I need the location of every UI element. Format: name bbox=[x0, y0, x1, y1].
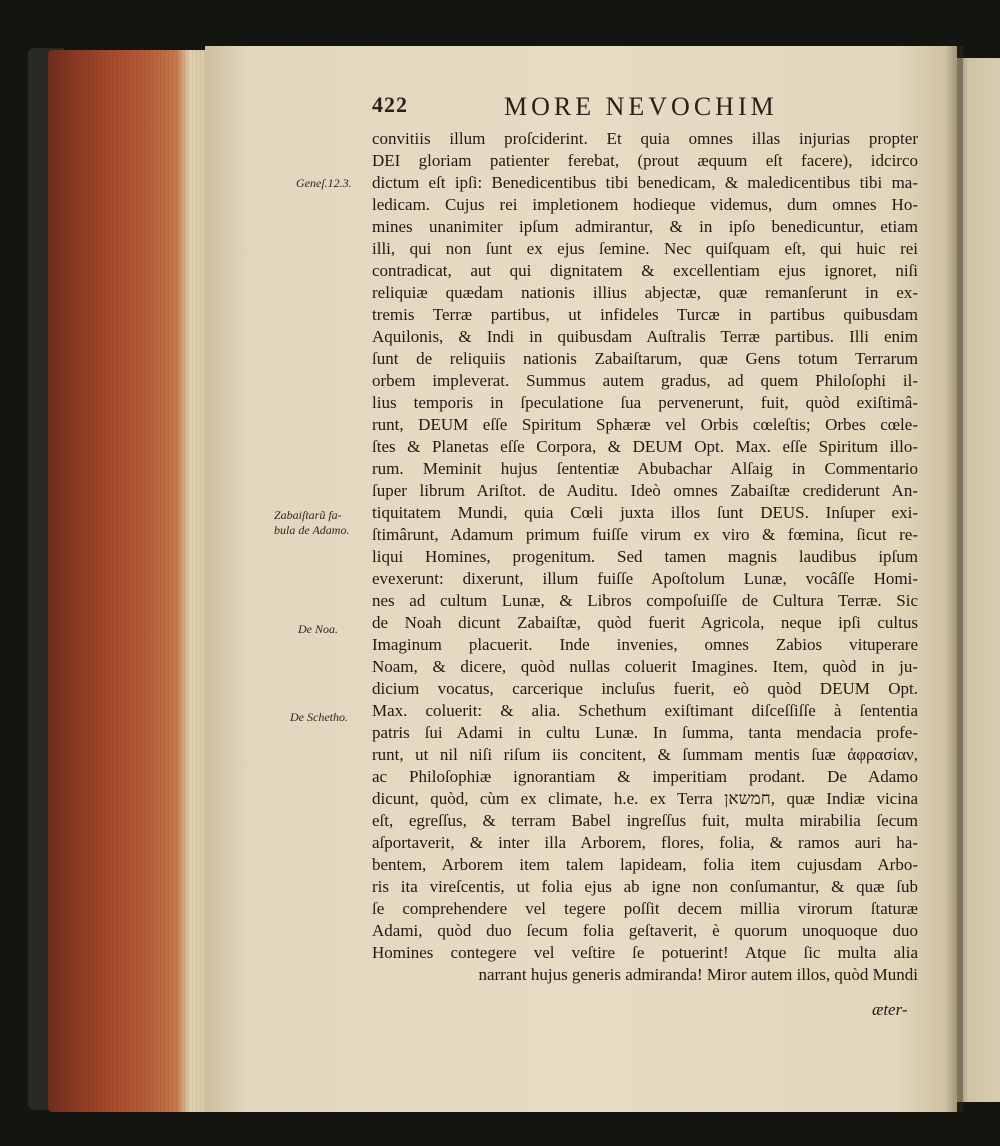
text-line: patris ſui Adami in cultu Lunæ. In ſumma, tanta mendacia profe- bbox=[372, 723, 918, 742]
text-line: illi, qui non ſunt ex ejus ſemine. Nec quiſquam eſt, qui huic rei bbox=[372, 239, 918, 258]
text-line: convitiis illum proſciderint. Et quia omnes illas injurias propter bbox=[372, 129, 918, 148]
text-line: evexerunt: dixerunt, illum fuiſſe Apoſtolum Lunæ, vocâſſe Homi- bbox=[372, 569, 918, 588]
text-line: ſuper librum Ariſtot. de Auditu. Ideò omnes Zabaiſtæ crediderunt An- bbox=[372, 481, 918, 500]
text-line: tiquitatem Mundi, quia Cœli juxta illos ſunt DEUS. Inſuper exi- bbox=[372, 503, 918, 522]
text-line: de Noah dicunt Zabaiſtæ, quòd fuerit Agricola, neque ipſi cultus bbox=[372, 613, 918, 632]
text-line: lius temporis in ſpeculatione ſua pervenerunt, fuit, quòd exiſtimâ- bbox=[372, 393, 918, 412]
text-line: ſe comprehendere vel tegere poſſit decem millia virorum ſtaturæ bbox=[372, 899, 918, 918]
text-line: tremis Terræ partibus, ut infideles Turcæ in partibus quibusdam bbox=[372, 305, 918, 324]
text-line: narrant hujus generis admiranda! Miror autem illos, quòd Mundi bbox=[478, 965, 918, 984]
text-line: ac Philoſophiæ ignorantiam & imperitiam prodant. De Adamo bbox=[372, 767, 918, 786]
page-number: 422 bbox=[372, 92, 408, 117]
catchword: æter- bbox=[872, 1000, 908, 1019]
text-line: Imaginum placuerit. Inde invenies, omnes Zabios vituperare bbox=[372, 635, 918, 654]
text-line: runt, DEUM eſſe Spiritum Sphæræ vel Orbis cœleſtis; Orbes cœle- bbox=[372, 415, 918, 434]
text-line: ledicam. Cujus rei impletionem hodieque videmus, dum omnes Ho- bbox=[372, 195, 918, 214]
margin-note-adamo: bula de Adamo. bbox=[274, 523, 350, 537]
text-line: Noam, & dicere, quòd nullas coluerit Imagines. Item, quòd in ju- bbox=[372, 657, 918, 676]
margin-note-noa: De Noa. bbox=[298, 622, 338, 636]
text-line: Homines contegere vel veſtire ſe potuerint! Atque ſic multa alia bbox=[372, 943, 918, 962]
gutter-shadow bbox=[945, 46, 963, 1112]
text-line: DEI gloriam patienter ferebat, (prout æquum eſt facere), idcirco bbox=[372, 151, 918, 170]
text-line: ris ita vireſcentis, ut folia ejus ab igne non conſumantur, & quæ ſub bbox=[372, 877, 918, 896]
text-line: reliquiæ quædam nationis illius abjectæ, quæ remanſerunt in ex- bbox=[372, 283, 918, 302]
text-line: aſportaverit, & inter illa Arborem, flores, folia, & ramos auri ha- bbox=[372, 833, 918, 852]
text-line: ſtes & Planetas eſſe Corpora, & DEUM Opt. Max. eſſe Spiritum illo- bbox=[372, 437, 918, 456]
margin-note-schetho: De Schetho. bbox=[290, 710, 348, 724]
text-line: eſt, egreſſus, & terram Babel ingreſſus fuit, multa mirabilia ſecum bbox=[372, 811, 918, 830]
text-line: rum. Meminit hujus ſententiæ Abubachar Alſaig in Commentario bbox=[372, 459, 918, 478]
text-line: Max. coluerit: & alia. Schethum exiſtimant diſceſſiſſe à ſententia bbox=[372, 701, 918, 720]
text-line: runt, ut nil niſi riſum iis concitent, & ſummam mentis ſuæ ἀφρασίαν, bbox=[372, 745, 918, 764]
text-line: bentem, Arborem item talem lapideam, folia item cujusdam Arbo- bbox=[372, 855, 918, 874]
text-line: contradicat, aut qui dignitatem & excellentiam ejus ignoret, niſi bbox=[372, 261, 918, 280]
text-line: Aquilonis, & Indi in quibusdam Auſtralis Terræ partibus. Illi enim bbox=[372, 327, 918, 346]
text-line: Adami, quòd duo ſecum folia geſtaverit, è quorum unoquoque duo bbox=[372, 921, 918, 940]
text-line: dicium vocatus, carcerique incluſus fuerit, eò quòd DEUM Opt. bbox=[372, 679, 918, 698]
text-line: ſunt de reliquiis nationis Zabaiſtarum, quæ Gens totum Terrarum bbox=[372, 349, 918, 368]
text-line: liqui Homines, progenitum. Sed tamen magnis laudibus ipſum bbox=[372, 547, 918, 566]
text-line: dicunt, quòd, cùm ex climate, h.e. ex Terra חמשאן, quæ Indiæ vicina bbox=[372, 789, 918, 808]
text-line: orbem impleverat. Summus autem gradus, ad quem Philoſophi il- bbox=[372, 371, 918, 390]
margin-note-genesis: Geneſ.12.3. bbox=[296, 176, 352, 190]
text-line: dictum eſt ipſi: Benedicentibus tibi benedicam, & maledicentibus tibi ma- bbox=[372, 173, 918, 192]
running-title: MORE NEVOCHIM bbox=[504, 92, 778, 121]
text-line: ſtimârunt, Adamum primum fuiſſe virum ex viro & fœmina, ſicut re- bbox=[372, 525, 918, 544]
text-line: mines unanimiter ipſum admirantur, & in ipſo benedicuntur, etiam bbox=[372, 217, 918, 236]
margin-note-zabaistarum: Zabaiſtarũ fa- bbox=[274, 508, 342, 522]
page-edge-texture bbox=[48, 50, 213, 1112]
text-line: nes ad cultum Lunæ, & Libros compoſuiſſe de Cultura Terræ. Sic bbox=[372, 591, 918, 610]
